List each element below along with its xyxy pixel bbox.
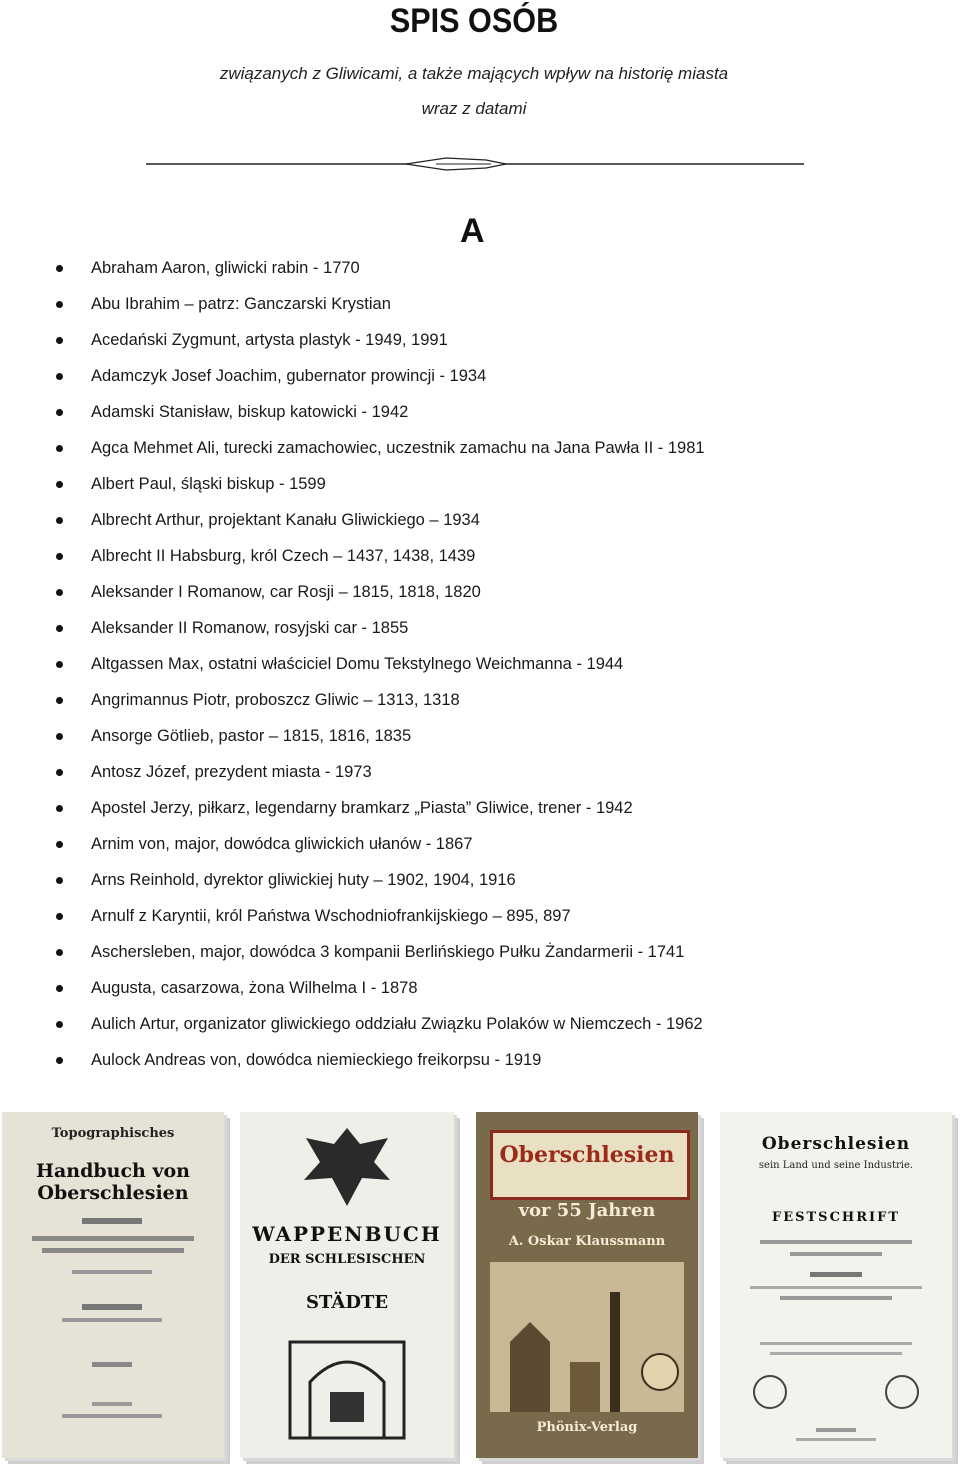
entry-text: Adamczyk Josef Joachim, gubernator prowincji - 1934 bbox=[91, 367, 487, 385]
entry-text: Aleksander I Romanow, car Rosji – 1815, 1818, 1820 bbox=[91, 583, 481, 601]
landscape-icon bbox=[490, 1262, 684, 1412]
entry-text: Agca Mehmet Ali, turecki zamachowiec, uczestnik zamachu na Jana Pawła II - 1981 bbox=[91, 439, 705, 457]
entry-text: Abraham Aaron, gliwicki rabin - 1770 bbox=[91, 259, 360, 277]
cover-print-lines bbox=[740, 1232, 932, 1452]
bullet-icon bbox=[56, 1057, 63, 1064]
bullet-icon bbox=[56, 661, 63, 668]
entry-text: Altgassen Max, ostatni właściciel Domu Tekstylnego Weichmanna - 1944 bbox=[91, 655, 624, 673]
list-item bbox=[52, 250, 932, 286]
ornamental-divider bbox=[146, 150, 804, 180]
cover-author: A. Oskar Klaussmann bbox=[508, 1234, 666, 1249]
person-list bbox=[52, 250, 932, 1078]
bullet-icon bbox=[56, 301, 63, 308]
entry-text: Apostel Jerzy, piłkarz, legendarny bramkarz „Piasta” Gliwice, trener - 1942 bbox=[91, 799, 633, 817]
entry-text: Albrecht II Habsburg, król Czech – 1437, 1438, 1439 bbox=[91, 547, 476, 565]
entry-text: Ansorge Götlieb, pastor – 1815, 1816, 1835 bbox=[91, 727, 412, 745]
section-letter: A bbox=[460, 212, 485, 250]
bullet-icon bbox=[56, 625, 63, 632]
list-item bbox=[52, 682, 932, 718]
book-cover-festschrift bbox=[720, 1112, 952, 1458]
book-covers bbox=[0, 1112, 960, 1466]
list-item bbox=[52, 1042, 932, 1078]
bullet-icon bbox=[56, 409, 63, 416]
book-cover-handbuch bbox=[2, 1112, 224, 1458]
list-item bbox=[52, 322, 932, 358]
list-item bbox=[52, 754, 932, 790]
bullet-icon bbox=[56, 517, 63, 524]
list-item bbox=[52, 286, 932, 322]
list-item bbox=[52, 1006, 932, 1042]
entry-text: Adamski Stanisław, biskup katowicki - 1942 bbox=[91, 403, 409, 421]
cover-text: DER SCHLESISCHEN bbox=[268, 1252, 426, 1267]
cover-publisher: Phönix-Verlag bbox=[536, 1420, 638, 1435]
subtitle-line-1: związanych z Gliwicami, a także mających wpływ na historię miasta bbox=[219, 64, 729, 83]
cover-title: Oberschlesien bbox=[761, 1134, 911, 1154]
list-item bbox=[52, 646, 932, 682]
list-item bbox=[52, 610, 932, 646]
entry-text: Abu Ibrahim – patrz: Ganczarski Krystian bbox=[91, 295, 391, 313]
list-item bbox=[52, 466, 932, 502]
cover-title: Oberschlesien bbox=[499, 1142, 675, 1168]
cover-text: sein Land und seine Industrie. bbox=[758, 1160, 914, 1171]
list-item bbox=[52, 430, 932, 466]
list-item bbox=[52, 358, 932, 394]
entry-text: Aschersleben, major, dowódca 3 kompanii Berlińskiego Pułku Żandarmerii - 1741 bbox=[91, 943, 685, 961]
cover-title: Handbuch von Oberschlesien bbox=[36, 1160, 190, 1204]
book-cover-wappenbuch bbox=[240, 1112, 454, 1458]
bullet-icon bbox=[56, 445, 63, 452]
list-item bbox=[52, 862, 932, 898]
entry-text: Angrimannus Piotr, proboszcz Gliwic – 1313, 1318 bbox=[91, 691, 460, 709]
entry-text: Albert Paul, śląski biskup - 1599 bbox=[91, 475, 326, 493]
list-item bbox=[52, 502, 932, 538]
entry-text: Acedański Zygmunt, artysta plastyk - 1949, 1991 bbox=[91, 331, 448, 349]
bullet-icon bbox=[56, 877, 63, 884]
bullet-icon bbox=[56, 481, 63, 488]
bullet-icon bbox=[56, 733, 63, 740]
bullet-icon bbox=[56, 949, 63, 956]
bullet-icon bbox=[56, 589, 63, 596]
list-item bbox=[52, 934, 932, 970]
list-item bbox=[52, 898, 932, 934]
bullet-icon bbox=[56, 769, 63, 776]
list-item bbox=[52, 574, 932, 610]
list-item bbox=[52, 538, 932, 574]
entry-text: Arns Reinhold, dyrektor gliwickiej huty – 1902, 1904, 1916 bbox=[91, 871, 516, 889]
entry-text: Arnulf z Karyntii, król Państwa Wschodniofrankijskiego – 895, 897 bbox=[91, 907, 571, 925]
eagle-icon bbox=[300, 1122, 394, 1212]
cover-text: STÄDTE bbox=[305, 1292, 389, 1313]
cover-text: FESTSCHRIFT bbox=[771, 1210, 900, 1225]
page-title: SPIS OSÓB bbox=[389, 2, 559, 40]
bullet-icon bbox=[56, 373, 63, 380]
list-item bbox=[52, 970, 932, 1006]
bullet-icon bbox=[56, 265, 63, 272]
list-item bbox=[52, 826, 932, 862]
cover-title: WAPPENBUCH bbox=[252, 1222, 442, 1246]
entry-text: Aleksander II Romanow, rosyjski car - 1855 bbox=[91, 619, 409, 637]
entry-text: Albrecht Arthur, projektant Kanału Gliwickiego – 1934 bbox=[91, 511, 480, 529]
bullet-icon bbox=[56, 985, 63, 992]
bullet-icon bbox=[56, 913, 63, 920]
city-gate-icon bbox=[280, 1322, 414, 1448]
bullet-icon bbox=[56, 841, 63, 848]
cover-print-lines bbox=[22, 1212, 204, 1432]
bullet-icon bbox=[56, 697, 63, 704]
bullet-icon bbox=[56, 553, 63, 560]
bullet-icon bbox=[56, 337, 63, 344]
list-item bbox=[52, 718, 932, 754]
list-item bbox=[52, 790, 932, 826]
bullet-icon bbox=[56, 1021, 63, 1028]
subtitle-line-2: wraz z datami bbox=[421, 99, 527, 118]
book-cover-oberschlesien-55 bbox=[476, 1112, 698, 1458]
entry-text: Arnim von, major, dowódca gliwickich ułanów - 1867 bbox=[91, 835, 473, 853]
entry-text: Antosz Józef, prezydent miasta - 1973 bbox=[91, 763, 372, 781]
list-item bbox=[52, 394, 932, 430]
cover-text: Topographisches bbox=[51, 1126, 175, 1141]
entry-text: Aulock Andreas von, dowódca niemieckiego freikorpsu - 1919 bbox=[91, 1051, 542, 1069]
bullet-icon bbox=[56, 805, 63, 812]
entry-text: Augusta, casarzowa, żona Wilhelma I - 1878 bbox=[91, 979, 418, 997]
cover-text: vor 55 Jahren bbox=[518, 1200, 656, 1221]
entry-text: Aulich Artur, organizator gliwickiego oddziału Związku Polaków w Niemczech - 1962 bbox=[91, 1015, 703, 1033]
